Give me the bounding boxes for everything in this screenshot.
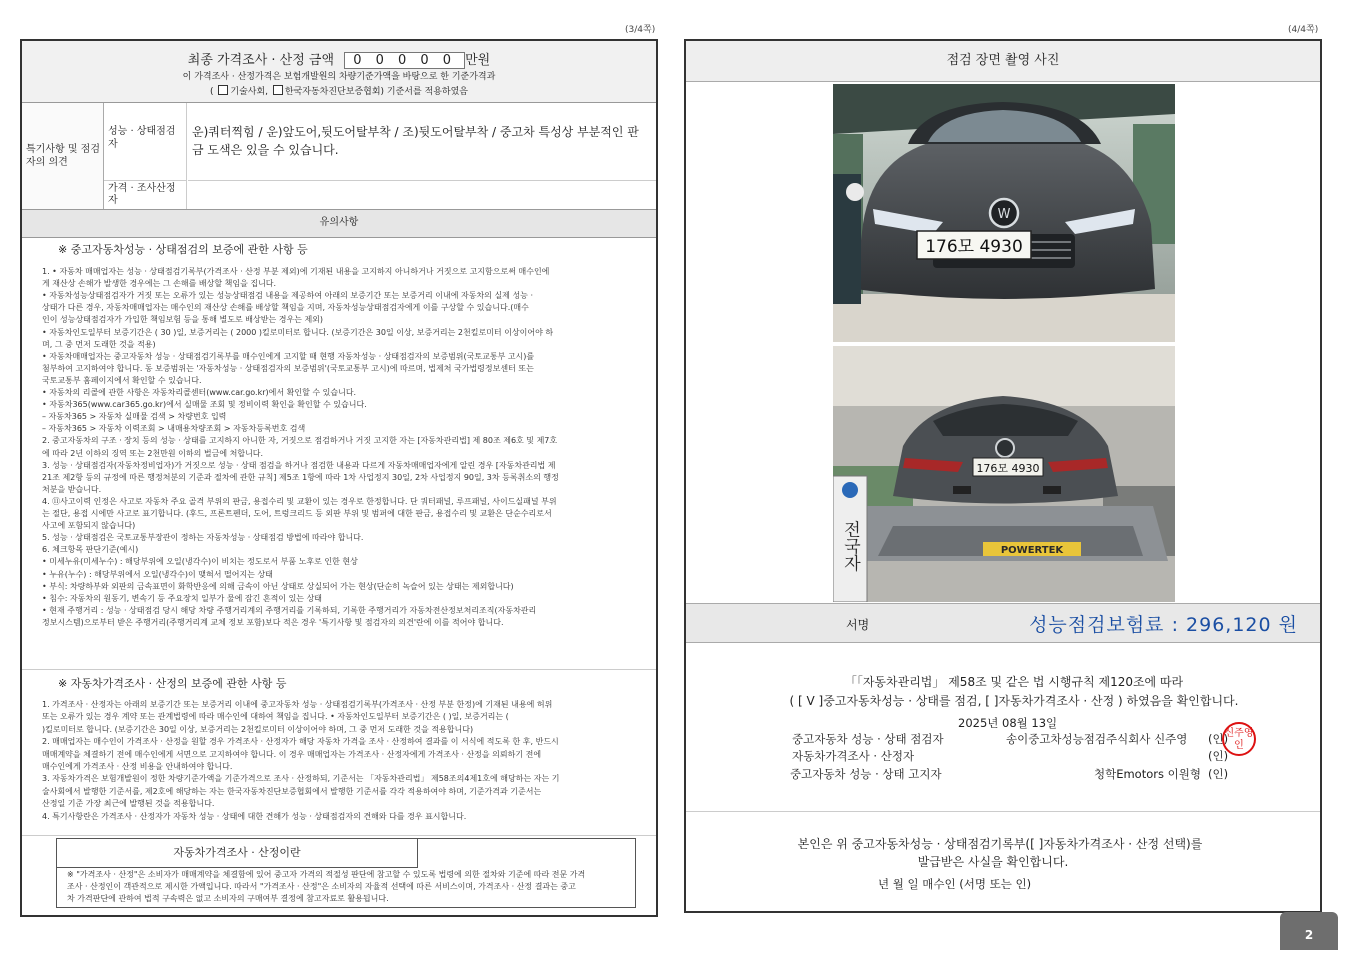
definition-line: 조사 · 산정인이 객관적으로 제시한 가액입니다. 따라서 "가격조사 · 산정"은 소비자의 자율적 선택에 따른 서비스이며, 가격조사 · 산정 결과는 중고 bbox=[67, 882, 576, 891]
caution-line: • 미세누유(미세누수) : 해당부위에 오일(냉각수)이 비치는 정도로서 부품 노후로 인한 현상 bbox=[42, 557, 358, 567]
definition-line: 차 가격판단에 관하여 법적 구속력은 없고 소비자의 구매여부 결정에 참고자료로 활용됩니다. bbox=[67, 894, 389, 903]
performance-inspector-label: 성능 · 상태점검자 bbox=[104, 103, 187, 181]
photo-section-title: 점검 장면 촬영 사진 bbox=[686, 41, 1320, 82]
inspector-label: 중고자동차 성능 · 상태 점검자 bbox=[792, 732, 944, 746]
law-line-2: ( [ V ]중고자동차성능 · 상태를 점검, [ ]자동차가격조사 · 산정 ) 하였음을 확인합니다. bbox=[789, 694, 1239, 708]
standard-option-2: 한국자동차진단보증협회) 기준서를 적용하였음 bbox=[284, 87, 469, 97]
standard-option-1: 기술사회, bbox=[230, 87, 269, 97]
red-seal-stamp: 신주영인 bbox=[1222, 722, 1256, 756]
front-inspection-photo bbox=[833, 84, 1175, 342]
caution-line: • 자동차매매업자는 중고자동차 성능 · 상태점검기록부를 매수인에게 고지할 때 현행 자동차성능 · 상태점검자의 보증범위(국토교통부 고시)를 bbox=[42, 351, 535, 361]
final-price-label: 최종 가격조사 · 산정 금액 bbox=[187, 53, 335, 68]
caution-line: 인이 성능상태점검자가 가입한 책임보험 등을 통해 별도로 배상받는 경우는 제외) bbox=[42, 315, 324, 325]
inspector-seal: (인) bbox=[1208, 732, 1229, 746]
caution-line: 2. 중고자동차의 구조 · 장치 등의 성능 · 상태를 고지하지 아니한 자, 거짓으로 점검하거나 거짓 고지한 자는 [자동차관리법] 제 80조 제6호 및 제7호 bbox=[42, 436, 558, 446]
notifier-seal: (인) bbox=[1208, 767, 1229, 781]
caution-line: 며, 그 중 먼저 도래한 것을 적용) bbox=[42, 339, 156, 349]
final-price-unit: 만원 bbox=[465, 53, 491, 68]
caution-line: • 누유(누수) : 해당부위에서 오일(냉각수)이 맺혀서 떨어지는 상태 bbox=[42, 569, 273, 579]
caution-line: 게 재산상 손해가 발생한 경우에는 그 손해를 배상할 책임을 집니다. bbox=[42, 279, 277, 289]
final-price-box bbox=[22, 41, 656, 103]
caution-line: – 자동차365 > 자동차 이력조회 > 내매용차량조회 > 자동차등록번호 검색 bbox=[42, 424, 306, 434]
definition-box bbox=[56, 838, 636, 908]
caution-line: 국토교통부 홈페이지에서 확인할 수 있습니다. bbox=[42, 375, 202, 385]
front-license-plate: 176모 4930 bbox=[925, 237, 1023, 257]
price-guarantee-line: 매수인에게 가격조사 · 산정 비용을 안내하여야 합니다. bbox=[42, 762, 233, 771]
final-price-value: 0 0 0 0 0 bbox=[344, 52, 465, 69]
price-guarantee-line: 4. 특기사항란은 가격조사 · 산정자가 자동차 성능 · 상태에 대한 견해가 성능 · 상태점검자의 견해와 다를 경우 표시합니다. bbox=[42, 811, 467, 821]
signature-label: 서명 bbox=[846, 618, 870, 632]
remarks-header bbox=[22, 103, 104, 209]
caution-line: – 자동차365 > 자동차 실매물 검색 > 차량번호 입력 bbox=[42, 412, 227, 422]
caution-header: 유의사항 bbox=[22, 209, 656, 238]
receipt-line-1: 본인은 위 중고자동차성능 · 상태점검기록부([ ]자동차가격조사 · 산정 선택)를 bbox=[797, 837, 1203, 851]
caution-line: 정보시스템)으로부터 받은 주행거리(주행거리계 교체 정보 포함)보다 적은 경우 '특기사항 및 점검자의 의견'란에 이를 적어야 합니다. bbox=[42, 617, 504, 627]
rear-inspection-photo bbox=[833, 346, 1175, 602]
signature-bar bbox=[686, 603, 1320, 643]
caution-line: • 자동차365(www.car365.go.kr)에서 실매물 조회 및 정비이력 확인을 확인할 수 있습니다. bbox=[42, 400, 367, 410]
price-guarantee-line: 3. 자동차가격은 보험개발원이 정한 차량기준가액을 기준가격으로 조사 · 산정하되, 기준서는 「자동차관리법」 제58조의4제1호에 해당하는 자는 기 bbox=[42, 774, 560, 784]
price-guarantee-line: 술사회에서 발행한 기준서를, 제2호에 해당하는 자는 한국자동차진단보증협회에서 발행한 기준서를 각각 적용하여야 하며, 기준가격과 기준서는 bbox=[42, 786, 542, 796]
inspector-name: 송이중고차성능점검주식회사 신주영 bbox=[1006, 732, 1188, 746]
caution-line: 사고에 포함되지 않습니다) bbox=[42, 521, 136, 531]
caution-line: • 현재 주행거리 : 성능 · 상태점검 당시 해당 차량 주행거리계의 주행거리를 기록하되, 기록한 주행거리가 자동차전산정보처리조직(자동차관리 bbox=[42, 605, 537, 615]
notifier-name: 청학Emotors 이원형 bbox=[1094, 767, 1201, 781]
receipt-buyer-sign-line: 년 월 일 매수인 (서명 또는 인) bbox=[878, 877, 1032, 891]
caution-line: 상태가 다른 경우, 자동차매매업자는 매수인의 재산상 손해를 배상할 책임을 지며, 자동차성능상태점검자에게 이를 구상할 수 있습니다.(매수 bbox=[42, 303, 529, 313]
lift-brand: POWERTEK bbox=[1000, 545, 1064, 556]
left-page-panel bbox=[20, 39, 658, 917]
definition-line: ※ "가격조사 · 산정"은 소비자가 매매계약을 체결함에 있어 중고자 가격의 적절성 판단에 참고할 수 있도록 법령에 의한 절차와 기준에 따라 전문 가격 bbox=[67, 870, 586, 879]
caution-line: • 부식: 차량하부와 외판의 금속표면이 화학반응에 의해 금속이 아닌 상태로 상실되어 가는 현상(단순히 녹슬어 있는 상태는 제외합니다) bbox=[42, 581, 514, 591]
inspection-insurance-premium: 성능점검보험료 : 296,120 원 bbox=[1029, 614, 1298, 636]
section2-title: ※ 자동차가격조사 · 산정의 보증에 관한 사항 등 bbox=[58, 677, 287, 690]
caution-line: 첨부하여 고지하여야 합니다. 동 보증범위는 '자동차성능 · 상태점검자의 보증범위'(국토교통부 고시)에 따르며, 법제처 국가법령정보센터 또는 bbox=[42, 363, 534, 373]
caution-line: • 침수: 자동차의 원동기, 변속기 등 주요장치 일부가 물에 잠긴 흔적이 있는 상태 bbox=[42, 593, 323, 603]
law-line-1: 「「자동차관리법」 제58조 및 같은 법 시행규칙 제120조에 따라 bbox=[844, 675, 1184, 689]
caution-line: 는 절단, 용접 시에만 사고로 표기합니다. (후드, 프론트펜더, 도어, 트렁크리드 등 외판 부위 및 범퍼에 대한 판금, 용접수리 및 교환은 단순수리로서 bbox=[42, 509, 552, 518]
performance-inspector-remarks: 운)쿼터찍힘 / 운)앞도어,뒷도어탈부착 / 조)뒷도어탈부착 / 중고차 특성상 부분적인 판금 도색은 있을 수 있습니다. bbox=[188, 103, 656, 181]
lift-sign: 전국자 bbox=[840, 520, 860, 572]
caution-line: • 자동차인도일부터 보증기간은 ( 30 )일, 보증거리는 ( 2000 )킬로미터로 합니다. (보증기간은 30일 이상, 보증거리는 2천킬로미터 이상이어야 하 bbox=[42, 327, 554, 337]
caution-line: 21조 제2항 등의 규정에 따른 행정처분의 기준과 절차에 관한 규칙] 제5조 1항에 따라 1차 사업정지 30일, 2차 사업정지 90일, 3차 등록취소의 행정 bbox=[42, 472, 559, 482]
caution-line: • 자동차의 리콜에 관한 사항은 자동차리콜센터(www.car.go.kr)에서 확인할 수 있습니다. bbox=[42, 388, 357, 397]
notifier-label: 중고자동차 성능 · 상태 고지자 bbox=[790, 767, 942, 781]
remarks-label: 특기사항 및 점검자의 의견 bbox=[26, 144, 100, 168]
divider bbox=[22, 669, 656, 670]
caution-line: 6. 체크항목 판단기준(예시) bbox=[42, 545, 139, 555]
sign-date: 2025년 08월 13일 bbox=[958, 716, 1058, 730]
checkbox-tech-society[interactable] bbox=[218, 85, 228, 95]
caution-line: 1. • 자동차 매매업자는 성능 · 상태점검기록부(가격조사 · 산정 부분 제외)에 기재된 내용을 고지하지 아니하거나 거짓으로 고지함으로써 매수인에 bbox=[42, 267, 550, 276]
receipt-line-2: 발급받은 사실을 확인합니다. bbox=[917, 855, 1069, 869]
price-guarantee-line: 산정일 기준 가장 최근에 발행된 것을 적용합니다. bbox=[42, 799, 215, 809]
price-guarantee-line: 또는 오류가 있는 경우 계약 또는 관계법령에 따라 매수인에 대하여 책임을 집니다. • 자동차인도일부터 보증기간은 ( )일, 보증거리는 ( bbox=[42, 712, 509, 722]
caution-line: 4. ⑪사고이력 인정은 사고로 자동차 주요 골격 부위의 판금, 용접수리 및 교환이 있는 경우로 한정합니다. 단 쿼터패널, 루프패널, 사이드실패널 부위 bbox=[42, 496, 557, 506]
caution-line: 처분을 받습니다. bbox=[42, 484, 102, 494]
standard-paren: ( bbox=[209, 87, 214, 97]
divider bbox=[22, 835, 656, 836]
caution-line: 3. 성능 · 상태점검자(자동차정비업자)가 거짓으로 성능 · 상태 점검을 하거나 점검한 내용과 다르게 자동차매매업자에게 알린 경우 [자동차관리법 제 bbox=[42, 460, 556, 470]
divider bbox=[686, 811, 1320, 812]
page-number-left: (3/4쪽) bbox=[625, 25, 656, 35]
section1-title: ※ 중고자동차성능 · 상태점검의 보증에 관한 사항 등 bbox=[58, 243, 308, 256]
price-basis-text: 이 가격조사 · 산정가격은 보험개발원의 차량기준가액을 바탕으로 한 기준가격과 bbox=[182, 72, 496, 82]
svg-text:W: W bbox=[997, 207, 1011, 222]
page-badge: 2 bbox=[1280, 912, 1338, 950]
caution-line: 5. 성능 · 상태점검은 국토교통부장관이 정하는 자동차성능 · 상태점검 방법에 따라야 합니다. bbox=[42, 533, 364, 543]
price-guarantee-line: 1. 가격조사 · 산정자는 아래의 보증기간 또는 보증거리 이내에 중고자동차 성능 · 상태점검기록부(가격조사 · 산정 부분 한정)에 기재된 내용에 허위 bbox=[42, 700, 553, 709]
caution-line: 에 따라 2년 이하의 징역 또는 2천만원 이하의 벌금에 처합니다. bbox=[42, 448, 264, 458]
price-guarantee-line: 매매계약을 체결하기 전에 매수인에게 서면으로 고지하여야 합니다. 이 경우 매매업자는 가격조사 · 산정자에게 가격조사 · 산정을 의뢰하기 전에 bbox=[42, 749, 542, 759]
standard-selection bbox=[22, 84, 656, 97]
price-inspector-sign-label: 자동차가격조사 · 산정자 bbox=[792, 749, 915, 763]
right-page-panel bbox=[684, 39, 1322, 913]
definition-title: 자동차가격조사 · 산정이란 bbox=[57, 839, 418, 868]
price-guarantee-line: )킬로미터로 합니다. (보증기간은 30일 이상, 보증거리는 2천킬로미터 이상이어야 하며, 그 중 먼저 도래한 것을 적용합니다) bbox=[42, 724, 474, 734]
price-inspector-label: 가격 · 조사산정자 bbox=[104, 181, 187, 209]
price-guarantee-line: 2. 매매업자는 매수인이 가격조사 · 산정을 원할 경우 가격조사 · 산정자가 해당 자동차 가격을 조사 · 산정하여 결과를 이 서식에 적도록 한 후, 반드시 bbox=[42, 737, 559, 747]
checkbox-diagnosis-assoc[interactable] bbox=[273, 85, 283, 95]
rear-license-plate: 176모 4930 bbox=[976, 462, 1040, 475]
page-number-right: (4/4쪽) bbox=[1288, 25, 1319, 35]
price-inspector-seal: (인) bbox=[1208, 749, 1229, 763]
caution-line: • 자동차성능상태점검자가 거짓 또는 오류가 있는 성능상태점검 내용을 제공하여 아래의 보증기간 또는 보증거리 이내에 자동차의 실제 성능 · bbox=[42, 291, 533, 301]
